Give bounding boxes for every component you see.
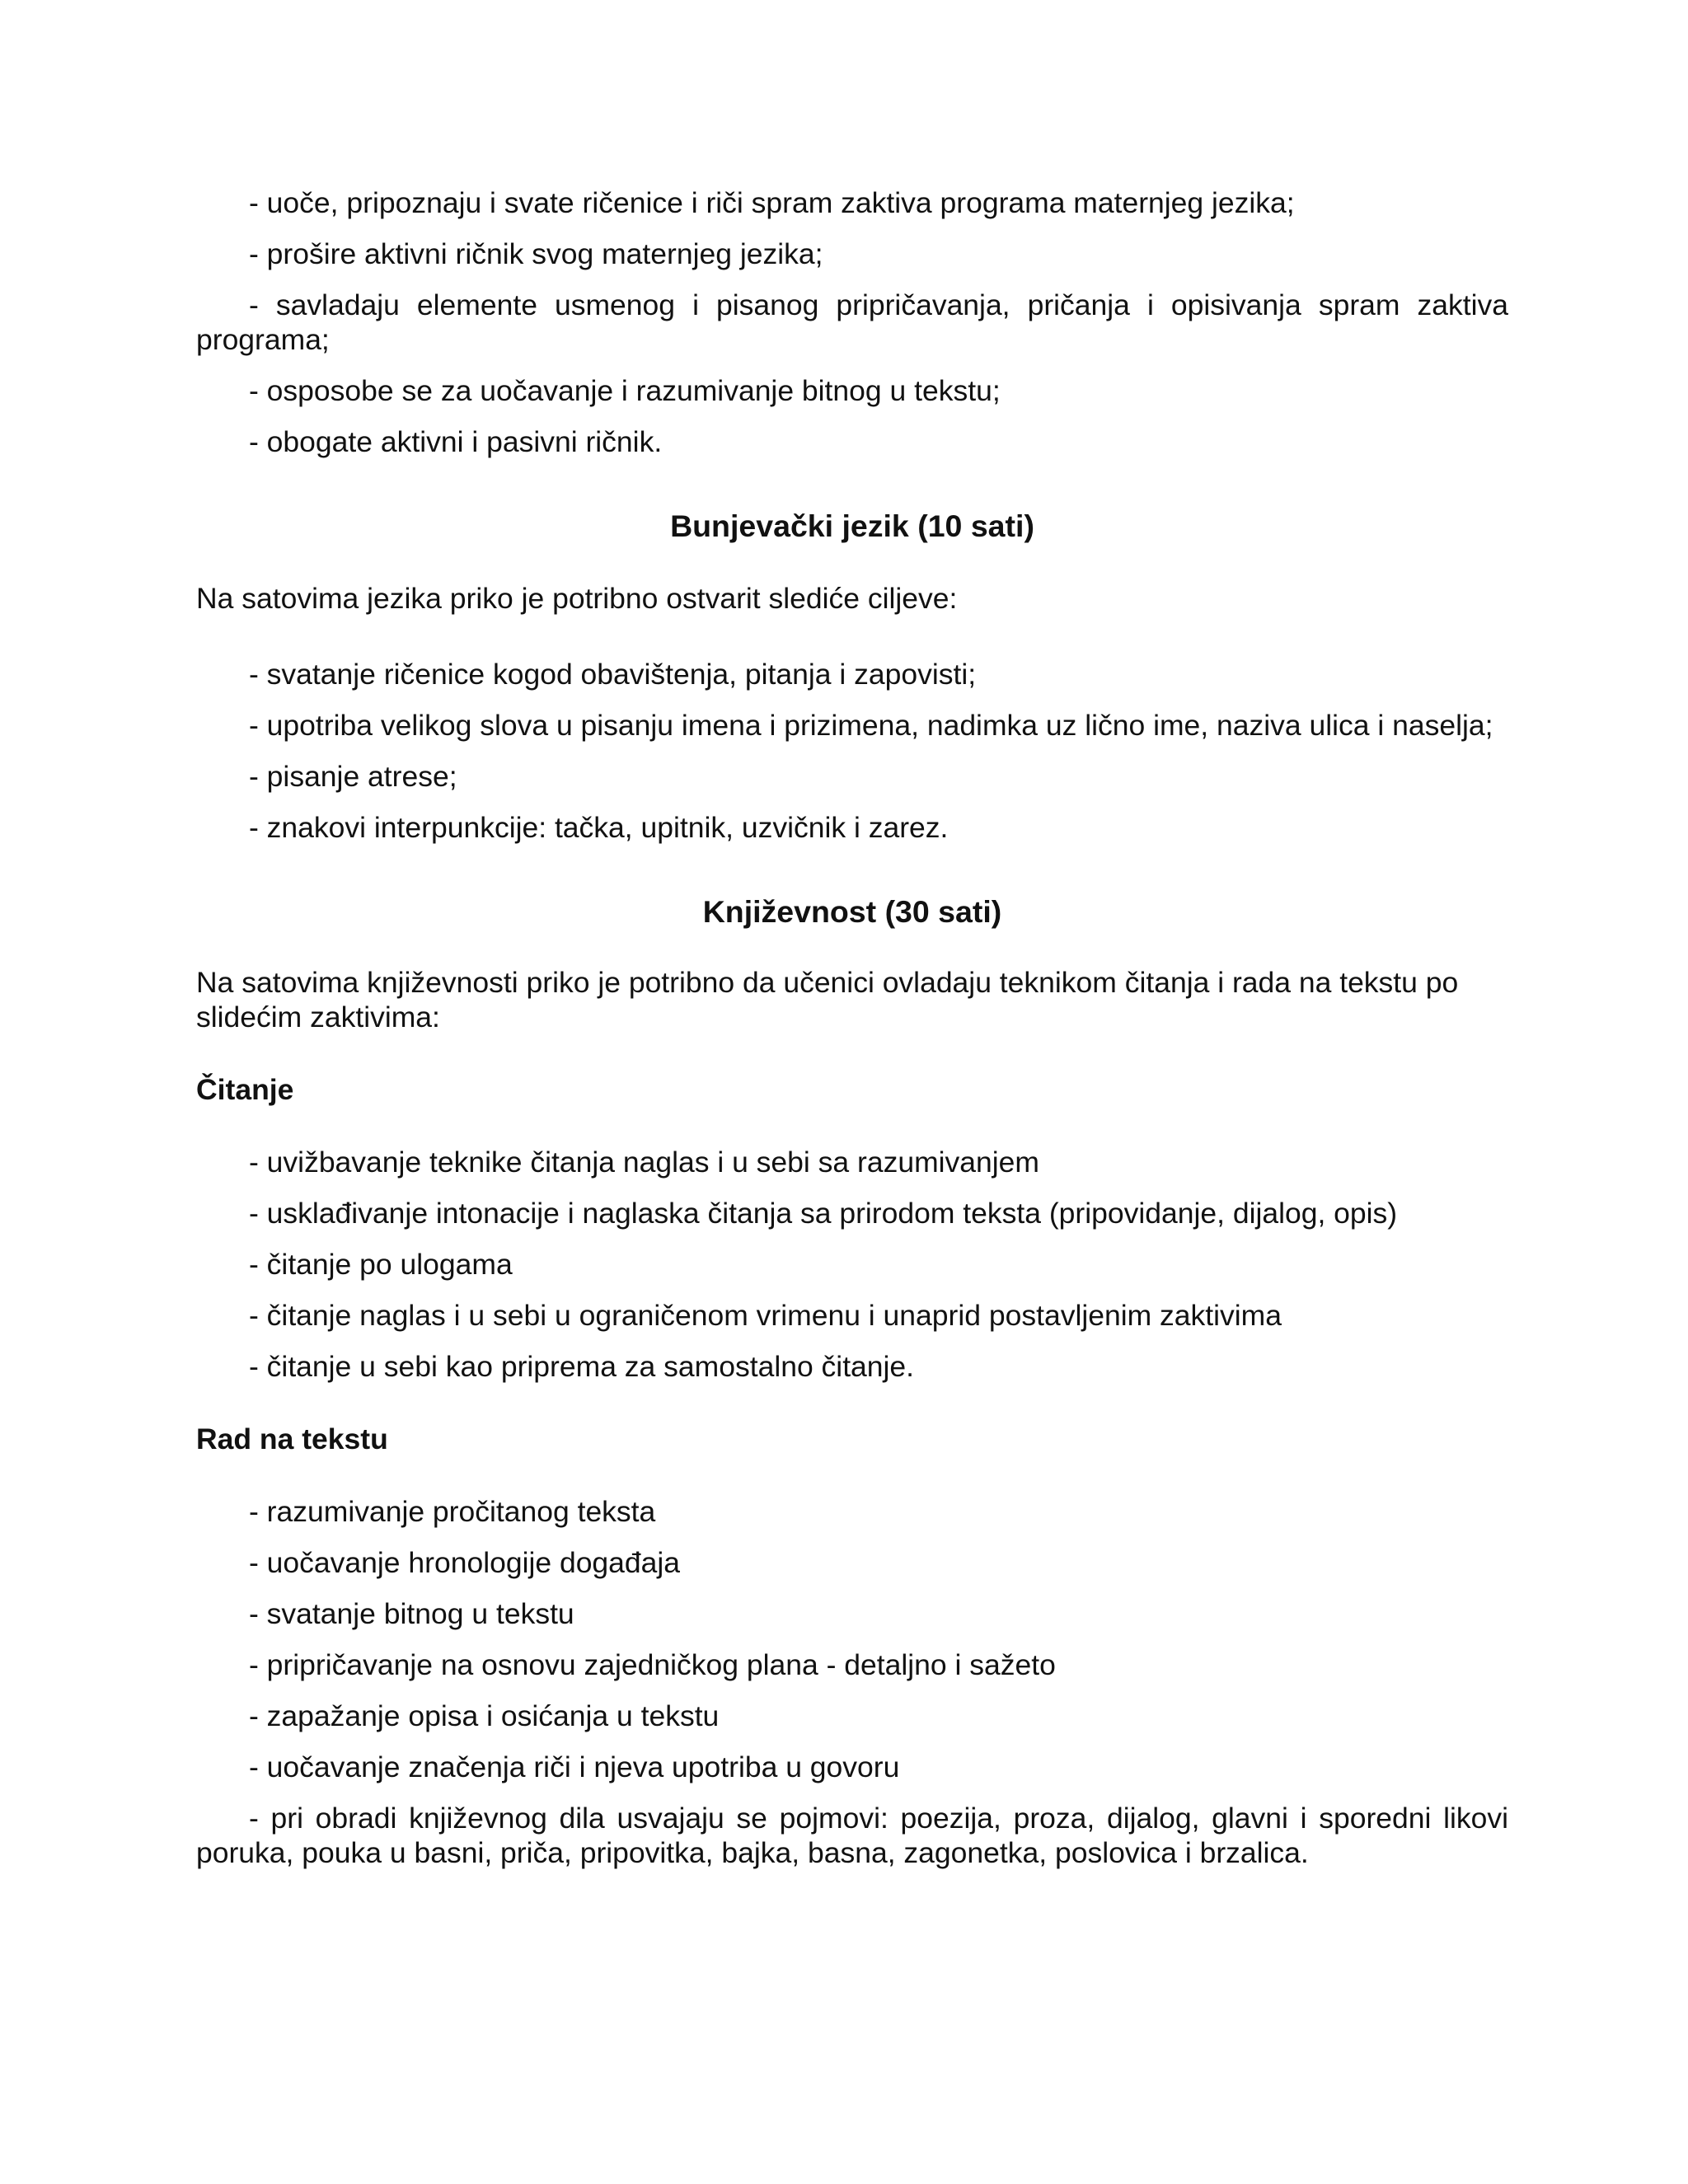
list-item: - usklađivanje intonacije i naglaska čitanja sa prirodom teksta (pripovidanje, dijalog, opis) [249, 1197, 1398, 1230]
subheading-text-work: Rad na tekstu [196, 1422, 388, 1455]
intro-list [196, 185, 1508, 459]
list-item: - uočavanje značenja riči i njeva upotriba u govoru [249, 1750, 900, 1783]
list-item: - upotriba velikog slova u pisanju imena i prizimena, nadimka uz lično ime, naziva ulica i naselja; [249, 709, 1493, 742]
list-item: - čitanje po ulogama [249, 1248, 513, 1281]
section-heading-language: Bunjevački jezik (10 sati) [670, 509, 1034, 543]
list-item: - uočavanje hronologije događaja [249, 1546, 681, 1579]
list-item: - čitanje u sebi kao priprema za samostalno čitanje. [249, 1350, 915, 1383]
text-work-list [196, 1494, 1508, 1870]
list-item: - svatanje bitnog u tekstu [249, 1597, 574, 1630]
subheading-reading: Čitanje [196, 1073, 294, 1106]
list-item: - osposobe se za uočavanje i razumivanje bitnog u tekstu; [249, 374, 1001, 407]
list-item: - uoče, pripoznaju i svate ričenice i riči spram zaktiva programa maternjeg jezika; [249, 186, 1295, 219]
language-list [196, 657, 1508, 845]
list-item: - čitanje naglas i u sebi u ograničenom vrimenu i unaprid postavljenim zaktivima [249, 1299, 1282, 1332]
literature-intro: Na satovima književnosti priko je potribno da učenici ovladaju teknikom čitanja i rada na tekstu po slidećim zaktivima: [196, 966, 1459, 1033]
list-item: - obogate aktivni i pasivni ričnik. [249, 425, 663, 458]
list-item: - razumivanje pročitanog teksta [249, 1495, 656, 1528]
list-item: - znakovi interpunkcije: tačka, upitnik, uzvičnik i zarez. [249, 811, 949, 844]
list-item: - prošire aktivni ričnik svog maternjeg jezika; [249, 237, 823, 270]
section-heading-literature: Književnost (30 sati) [702, 894, 1002, 929]
list-item: - zapažanje opisa i osićanja u tekstu [249, 1699, 720, 1732]
language-intro: Na satovima jezika priko je potribno ostvarit slediće ciljeve: [196, 582, 958, 615]
list-item: - pri obradi književnog dila usvajaju se pojmovi: poezija, proza, dijalog, glavni i sporedni likovi poruka, pouka u basni, priča, pripovitka, bajka, basna, zagonetka, poslovica i brzalica. [196, 1802, 1508, 1869]
list-item: - pripričavanje na osnovu zajedničkog plana - detaljno i sažeto [249, 1648, 1056, 1681]
document-page [196, 185, 1508, 1870]
list-item: - uvižbavanje teknike čitanja naglas i u sebi sa razumivanjem [249, 1146, 1039, 1179]
list-item: - svatanje ričenice kogod obavištenja, pitanja i zapovisti; [249, 658, 977, 691]
reading-list [196, 1145, 1508, 1384]
list-item: - pisanje atrese; [249, 760, 457, 793]
list-item: - savladaju elemente usmenog i pisanog pripričavanja, pričanja i opisivanja spram zaktiva programa; [196, 288, 1508, 356]
